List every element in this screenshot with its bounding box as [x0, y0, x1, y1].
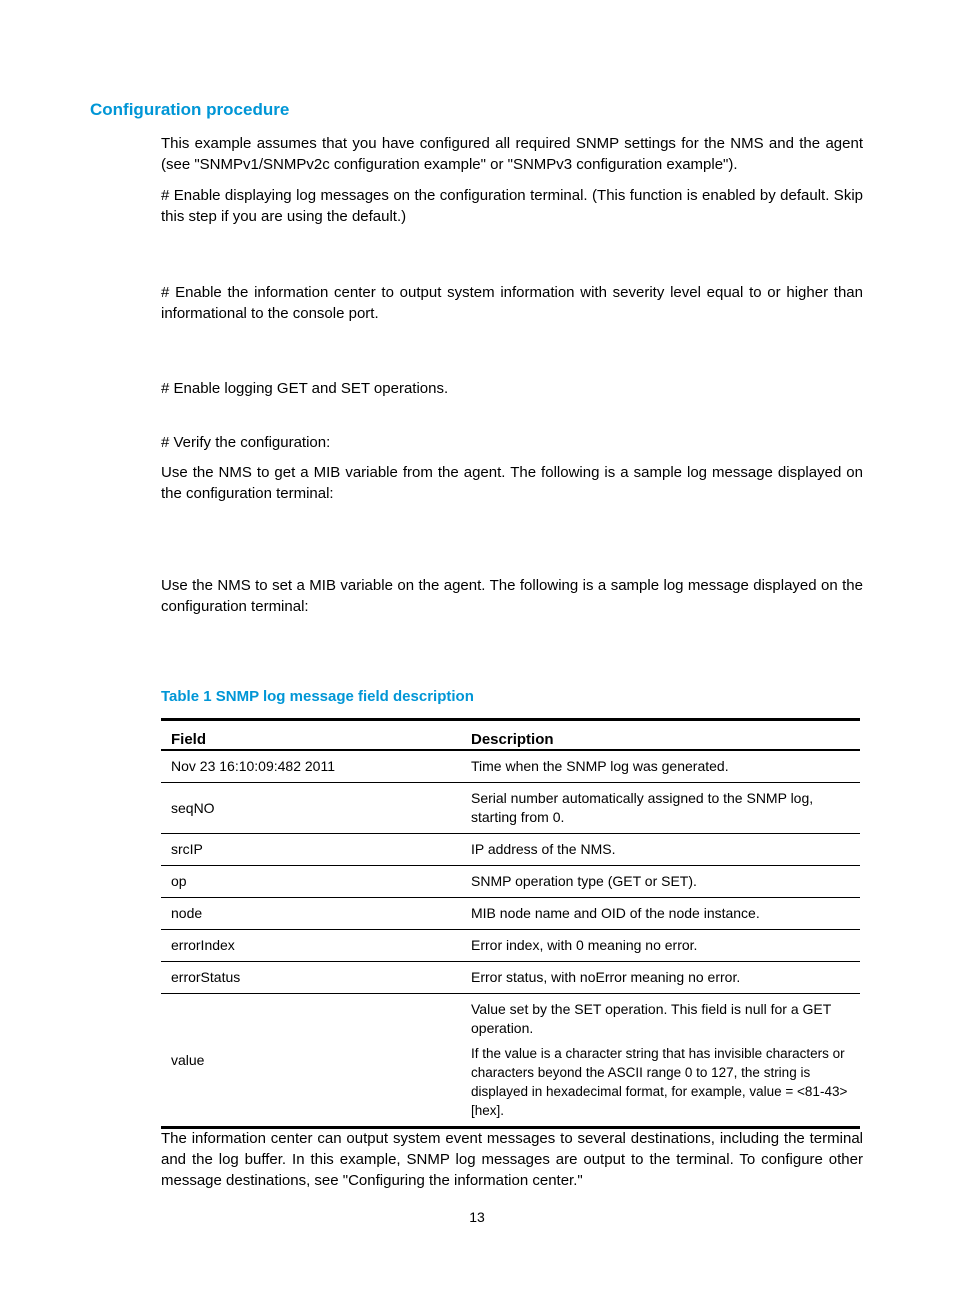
step-verify-paragraph: # Verify the configuration: — [161, 434, 331, 451]
field-cell: Nov 23 16:10:09:482 2011 — [161, 750, 461, 783]
table-row — [161, 866, 860, 898]
page-number: 13 — [469, 1209, 485, 1225]
table-header-row — [161, 720, 860, 751]
description-cell: Serial number automatically assigned to the SNMP log, starting from 0. — [461, 783, 860, 834]
header-description: Description — [461, 720, 860, 751]
field-cell: value — [171, 1051, 205, 1068]
field-cell: node — [161, 898, 461, 930]
field-cell: op — [161, 866, 461, 898]
step-display-log-paragraph: # Enable displaying log messages on the configuration terminal. (This function is enabled by default. Skip this step if you are using the default.) — [161, 187, 863, 225]
table-row — [161, 783, 860, 834]
description-cell — [461, 994, 860, 1128]
field-cell: srcIP — [161, 834, 461, 866]
description-note: If the value is a character string that has invisible characters or characters beyond the ASCII range 0 to 127, the string is displayed in hexadecimal format, for example, value = <81-43>[hex]. — [471, 1046, 848, 1118]
field-cell: errorStatus — [161, 962, 461, 994]
description-cell: Error index, with 0 meaning no error. — [461, 930, 860, 962]
table-row — [161, 750, 860, 783]
header-field: Field — [161, 720, 461, 751]
field-cell: errorIndex — [161, 930, 461, 962]
table-caption: Table 1 SNMP log message field description — [161, 688, 474, 705]
section-heading: Configuration procedure — [90, 100, 290, 119]
table-row — [161, 994, 860, 1128]
set-sample-paragraph: Use the NMS to set a MIB variable on the agent. The following is a sample log message displayed on the configuration terminal: — [161, 577, 863, 615]
table-row — [161, 898, 860, 930]
table-row — [161, 930, 860, 962]
description-cell: Error status, with noError meaning no error. — [461, 962, 860, 994]
description-cell: MIB node name and OID of the node instance. — [461, 898, 860, 930]
description-cell: Time when the SNMP log was generated. — [461, 750, 860, 783]
field-description-table — [161, 718, 860, 1129]
table-row — [161, 962, 860, 994]
description-text: Value set by the SET operation. This field is null for a GET operation. — [471, 1001, 832, 1036]
step-info-center-paragraph: # Enable the information center to output system information with severity level equal to or higher than informational to the console port. — [161, 284, 863, 322]
get-sample-paragraph: Use the NMS to get a MIB variable from the agent. The following is a sample log message displayed on the configuration terminal: — [161, 464, 863, 502]
field-cell: seqNO — [161, 783, 461, 834]
intro-paragraph: This example assumes that you have configured all required SNMP settings for the NMS and the agent (see "SNMPv1/SNMPv2c configuration example" or "SNMPv3 configuration example"). — [161, 135, 863, 173]
closing-paragraph: The information center can output system event messages to several destinations, including the terminal and the log buffer. In this example, SNMP log messages are output to the terminal. To configure other message destinations, see "Configuring the information center." — [161, 1130, 863, 1189]
description-cell: IP address of the NMS. — [461, 834, 860, 866]
table-row — [161, 834, 860, 866]
description-cell: SNMP operation type (GET or SET). — [461, 866, 860, 898]
step-logging-paragraph: # Enable logging GET and SET operations. — [161, 380, 449, 397]
